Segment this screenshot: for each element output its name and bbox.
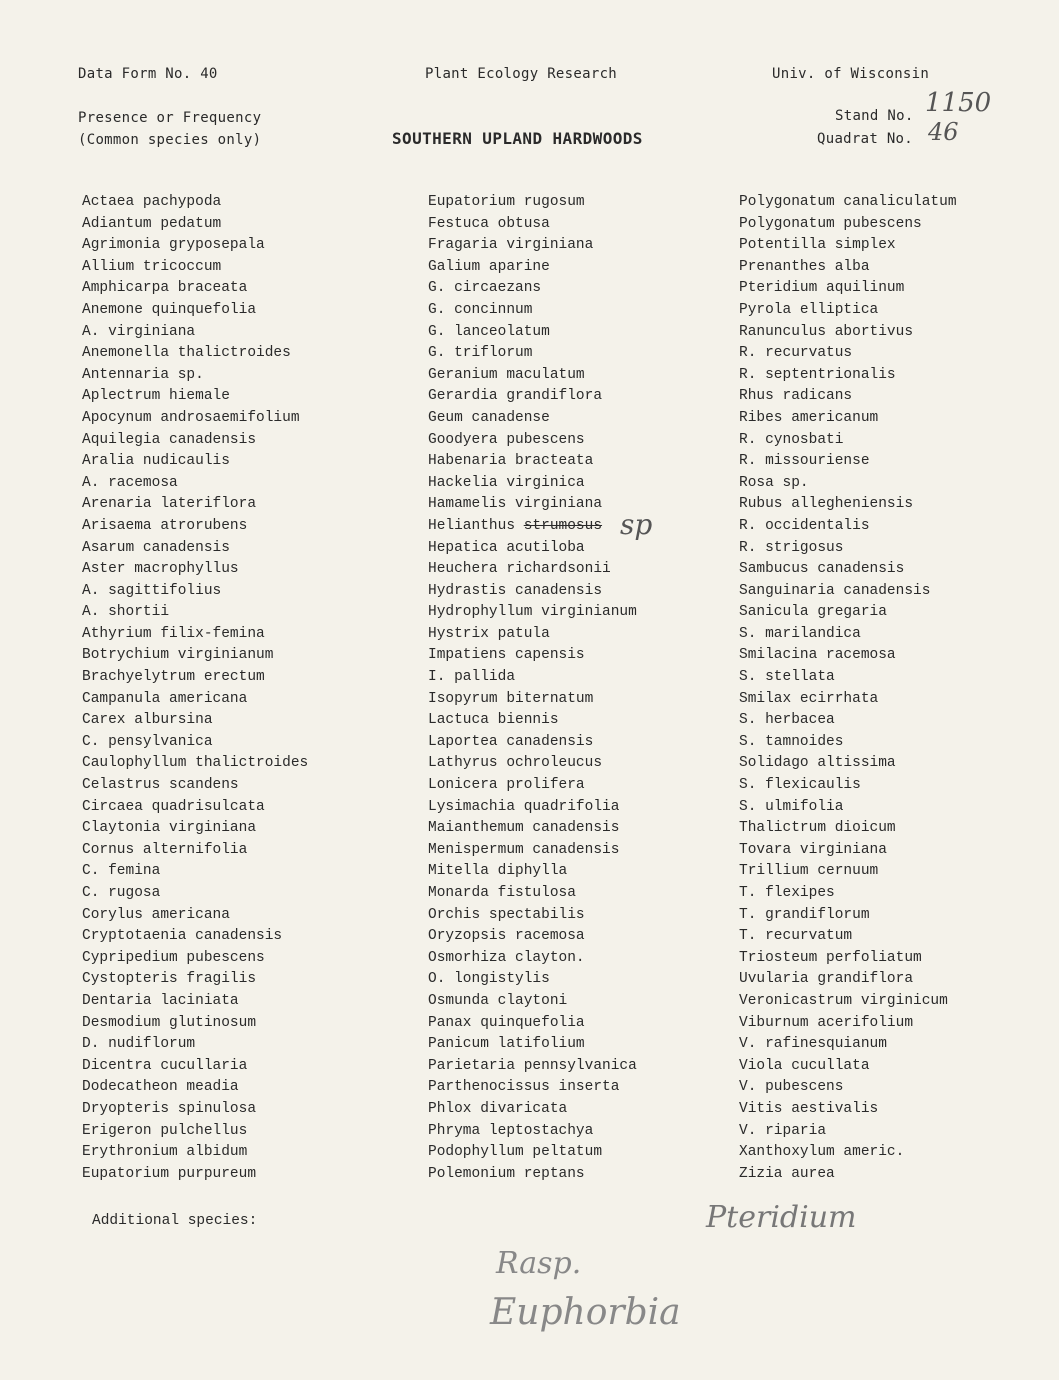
species-item: Sambucus canadensis [739, 561, 905, 578]
presence-line-1: Presence or Frequency [78, 110, 262, 126]
species-item: Smilax ecirrhata [739, 690, 879, 707]
species-item: Lysimachia quadrifolia [428, 798, 620, 815]
species-item: Lactuca biennis [428, 712, 559, 729]
species-item: Sanguinaria canadensis [739, 582, 931, 599]
species-item: R. cynosbati [739, 431, 844, 448]
species-item: Galium aparine [428, 258, 550, 275]
species-item: Corylus americana [82, 906, 230, 923]
species-item: Phlox divaricata [428, 1100, 568, 1117]
species-item: R. septentrionalis [739, 366, 896, 383]
quadrat-value: 46 [928, 118, 959, 146]
species-item: Claytonia virginiana [82, 820, 257, 837]
species-item: T. grandiflorum [739, 906, 870, 923]
species-item: Erigeron pulchellus [82, 1122, 248, 1139]
species-item: Habenaria bracteata [428, 453, 594, 470]
species-item: Fragaria virginiana [428, 237, 594, 254]
species-item: Orchis spectabilis [428, 906, 585, 923]
species-item: V. pubescens [739, 1079, 844, 1096]
species-item: Mitella diphylla [428, 863, 568, 880]
species-item: Panicum latifolium [428, 1036, 585, 1053]
species-item: Lathyrus ochroleucus [428, 755, 603, 772]
species-item: Carex albursina [82, 712, 213, 729]
species-item: Adiantum pedatum [82, 215, 222, 232]
species-item: G. concinnum [428, 301, 533, 318]
species-item: Xanthoxylum americ. [739, 1144, 905, 1161]
species-item: Aster macrophyllus [82, 561, 239, 578]
species-item: Hepatica acutiloba [428, 539, 585, 556]
species-item: Desmodium glutinosum [82, 1014, 257, 1031]
species-item: Osmunda claytoni [428, 992, 568, 1009]
species-item: Potentilla simplex [739, 237, 896, 254]
species-item: Dentaria laciniata [82, 992, 239, 1009]
species-item: Celastrus scandens [82, 777, 239, 794]
additional-species-label: Additional species: [92, 1213, 258, 1229]
species-item: Campanula americana [82, 690, 248, 707]
species-item: Cornus alternifolia [82, 841, 248, 858]
species-item: Rhus radicans [739, 388, 853, 405]
species-item: A. shortii [82, 604, 170, 621]
species-item: Rubus allegheniensis [739, 496, 914, 513]
species-item: Botrychium virginianum [82, 647, 274, 664]
species-item: A. sagittifolius [82, 582, 222, 599]
additional-species-3: Euphorbia [490, 1292, 681, 1333]
department: Plant Ecology Research [425, 66, 618, 82]
species-item: Viola cucullata [739, 1057, 870, 1074]
species-item: Apocynum androsaemifolium [82, 409, 300, 426]
helianthus-note: sp [620, 508, 653, 541]
species-item: C. femina [82, 863, 161, 880]
species-item: Prenanthes alba [739, 258, 870, 275]
species-item: Rosa sp. [739, 474, 809, 491]
species-item: S. herbacea [739, 712, 835, 729]
species-item: Monarda fistulosa [428, 885, 576, 901]
species-item: Parietaria pennsylvanica [428, 1057, 637, 1074]
species-item: Isopyrum biternatum [428, 690, 594, 707]
species-item: S. flexicaulis [739, 777, 861, 794]
species-item: G. triflorum [428, 345, 533, 362]
species-item: Anemonella thalictroides [82, 345, 291, 362]
species-item: Brachyelytrum erectum [82, 669, 265, 686]
species-item: Arisaema atrorubens [82, 517, 248, 534]
institution: Univ. of Wisconsin [772, 66, 930, 82]
species-item: O. longistylis [428, 971, 550, 988]
species-item: Amphicarpa braceata [82, 280, 248, 297]
species-item: S. stellata [739, 669, 835, 686]
species-item: Caulophyllum thalictroides [82, 755, 309, 772]
species-item: V. rafinesquianum [739, 1036, 887, 1053]
species-item: Lonicera prolifera [428, 777, 585, 794]
species-item: Goodyera pubescens [428, 431, 585, 448]
species-item: Phryma leptostachya [428, 1122, 594, 1139]
species-item: Geranium maculatum [428, 366, 585, 383]
species-item: Asarum canadensis [82, 539, 230, 556]
species-item: T. recurvatum [739, 928, 853, 945]
species-item: Pteridium aquilinum [739, 280, 905, 297]
species-item: Vitis aestivalis [739, 1100, 879, 1117]
species-item: Anemone quinquefolia [82, 301, 257, 318]
species-item: Geum canadense [428, 409, 550, 426]
species-item: Cypripedium pubescens [82, 949, 265, 966]
species-item: Hystrix patula [428, 625, 550, 642]
species-item: S. tamnoides [739, 733, 844, 750]
species-item: T. flexipes [739, 885, 835, 901]
species-item: Gerardia grandiflora [428, 388, 603, 405]
species-item: Uvularia grandiflora [739, 971, 914, 988]
species-item: Smilacina racemosa [739, 647, 896, 664]
species-item: Trillium cernuum [739, 863, 879, 880]
species-item: Aplectrum hiemale [82, 388, 230, 405]
species-item: Eupatorium rugosum [428, 194, 585, 210]
species-item: R. strigosus [739, 539, 844, 556]
species-item: A. racemosa [82, 474, 178, 491]
species-column-3 [739, 192, 957, 1185]
species-item: Osmorhiza clayton. [428, 949, 585, 966]
species-item: S. ulmifolia [739, 798, 844, 815]
species-item: Veronicastrum virginicum [739, 992, 948, 1009]
species-item: R. recurvatus [739, 345, 853, 362]
species-item: Tovara virginiana [739, 841, 887, 858]
species-item: Sanicula gregaria [739, 604, 887, 621]
species-item: Erythronium albidum [82, 1144, 248, 1161]
species-item: Polygonatum pubescens [739, 215, 922, 232]
page-title: SOUTHERN UPLAND HARDWOODS [392, 129, 643, 148]
species-item: Maianthemum canadensis [428, 820, 620, 837]
species-column-1 [82, 192, 308, 1185]
species-item: Cystopteris fragilis [82, 971, 257, 988]
species-item: V. riparia [739, 1122, 827, 1139]
additional-species-2: Rasp. [496, 1246, 582, 1281]
species-item: Aralia nudicaulis [82, 453, 230, 470]
species-item: Triosteum perfoliatum [739, 949, 922, 966]
species-item: Aquilegia canadensis [82, 431, 257, 448]
species-item: R. missouriense [739, 453, 870, 470]
species-item: S. marilandica [739, 625, 861, 642]
species-item: Circaea quadrisulcata [82, 798, 265, 815]
species-item: R. occidentalis [739, 517, 870, 534]
species-item: Dodecatheon meadia [82, 1079, 239, 1096]
stand-label: Stand No. [835, 108, 914, 124]
species-item: Menispermum canadensis [428, 841, 620, 858]
species-item: Hydrastis canadensis [428, 582, 603, 599]
species-item: Impatiens capensis [428, 647, 585, 664]
species-item: Cryptotaenia canadensis [82, 928, 283, 945]
species-item: Hydrophyllum virginianum [428, 604, 637, 621]
species-item: Panax quinquefolia [428, 1014, 585, 1031]
species-column-2 [428, 192, 637, 1185]
struck-epithet: strumosus [523, 517, 603, 534]
species-item: G. lanceolatum [428, 323, 550, 340]
species-item: Dicentra cucullaria [82, 1057, 248, 1074]
species-item: Festuca obtusa [428, 215, 550, 232]
species-item: C. rugosa [82, 885, 161, 901]
species-item: Oryzopsis racemosa [428, 928, 585, 945]
species-item: Ribes americanum [739, 409, 879, 426]
species-item: Zizia aurea [739, 1165, 835, 1182]
species-item: Agrimonia gryposepala [82, 237, 265, 254]
species-item: Thalictrum dioicum [739, 820, 896, 837]
species-item: C. pensylvanica [82, 733, 213, 750]
species-item: Pyrola elliptica [739, 301, 879, 318]
quadrat-label: Quadrat No. [817, 131, 914, 147]
species-item: Laportea canadensis [428, 733, 594, 750]
species-item: A. virginiana [82, 323, 196, 340]
species-item: Actaea pachypoda [82, 194, 222, 210]
species-item: I. pallida [428, 669, 516, 686]
species-item: Antennaria sp. [82, 366, 204, 383]
species-item: Heuchera richardsonii [428, 561, 611, 578]
species-item: Podophyllum peltatum [428, 1144, 603, 1161]
species-item: Arenaria lateriflora [82, 496, 257, 513]
species-item: Dryopteris spinulosa [82, 1100, 257, 1117]
species-item: Athyrium filix-femina [82, 625, 265, 642]
species-item: Hamamelis virginiana [428, 496, 603, 513]
species-item: Parthenocissus inserta [428, 1079, 620, 1096]
species-item: Solidago altissima [739, 755, 896, 772]
species-item: G. circaezans [428, 280, 542, 297]
species-item: Hackelia virginica [428, 474, 585, 491]
species-item: Helianthus strumosus [428, 517, 603, 534]
species-item: D. nudiflorum [82, 1036, 196, 1053]
form-number: Data Form No. 40 [78, 66, 218, 82]
species-item: Polygonatum canaliculatum [739, 194, 957, 210]
presence-line-2: (Common species only) [78, 132, 262, 148]
species-item: Eupatorium purpureum [82, 1165, 257, 1182]
species-item: Viburnum acerifolium [739, 1014, 914, 1031]
species-item: Polemonium reptans [428, 1165, 585, 1182]
species-item: Allium tricoccum [82, 258, 222, 275]
species-item: Ranunculus abortivus [739, 323, 914, 340]
stand-value: 1150 [925, 88, 992, 118]
additional-species-1: Pteridium [706, 1200, 857, 1235]
